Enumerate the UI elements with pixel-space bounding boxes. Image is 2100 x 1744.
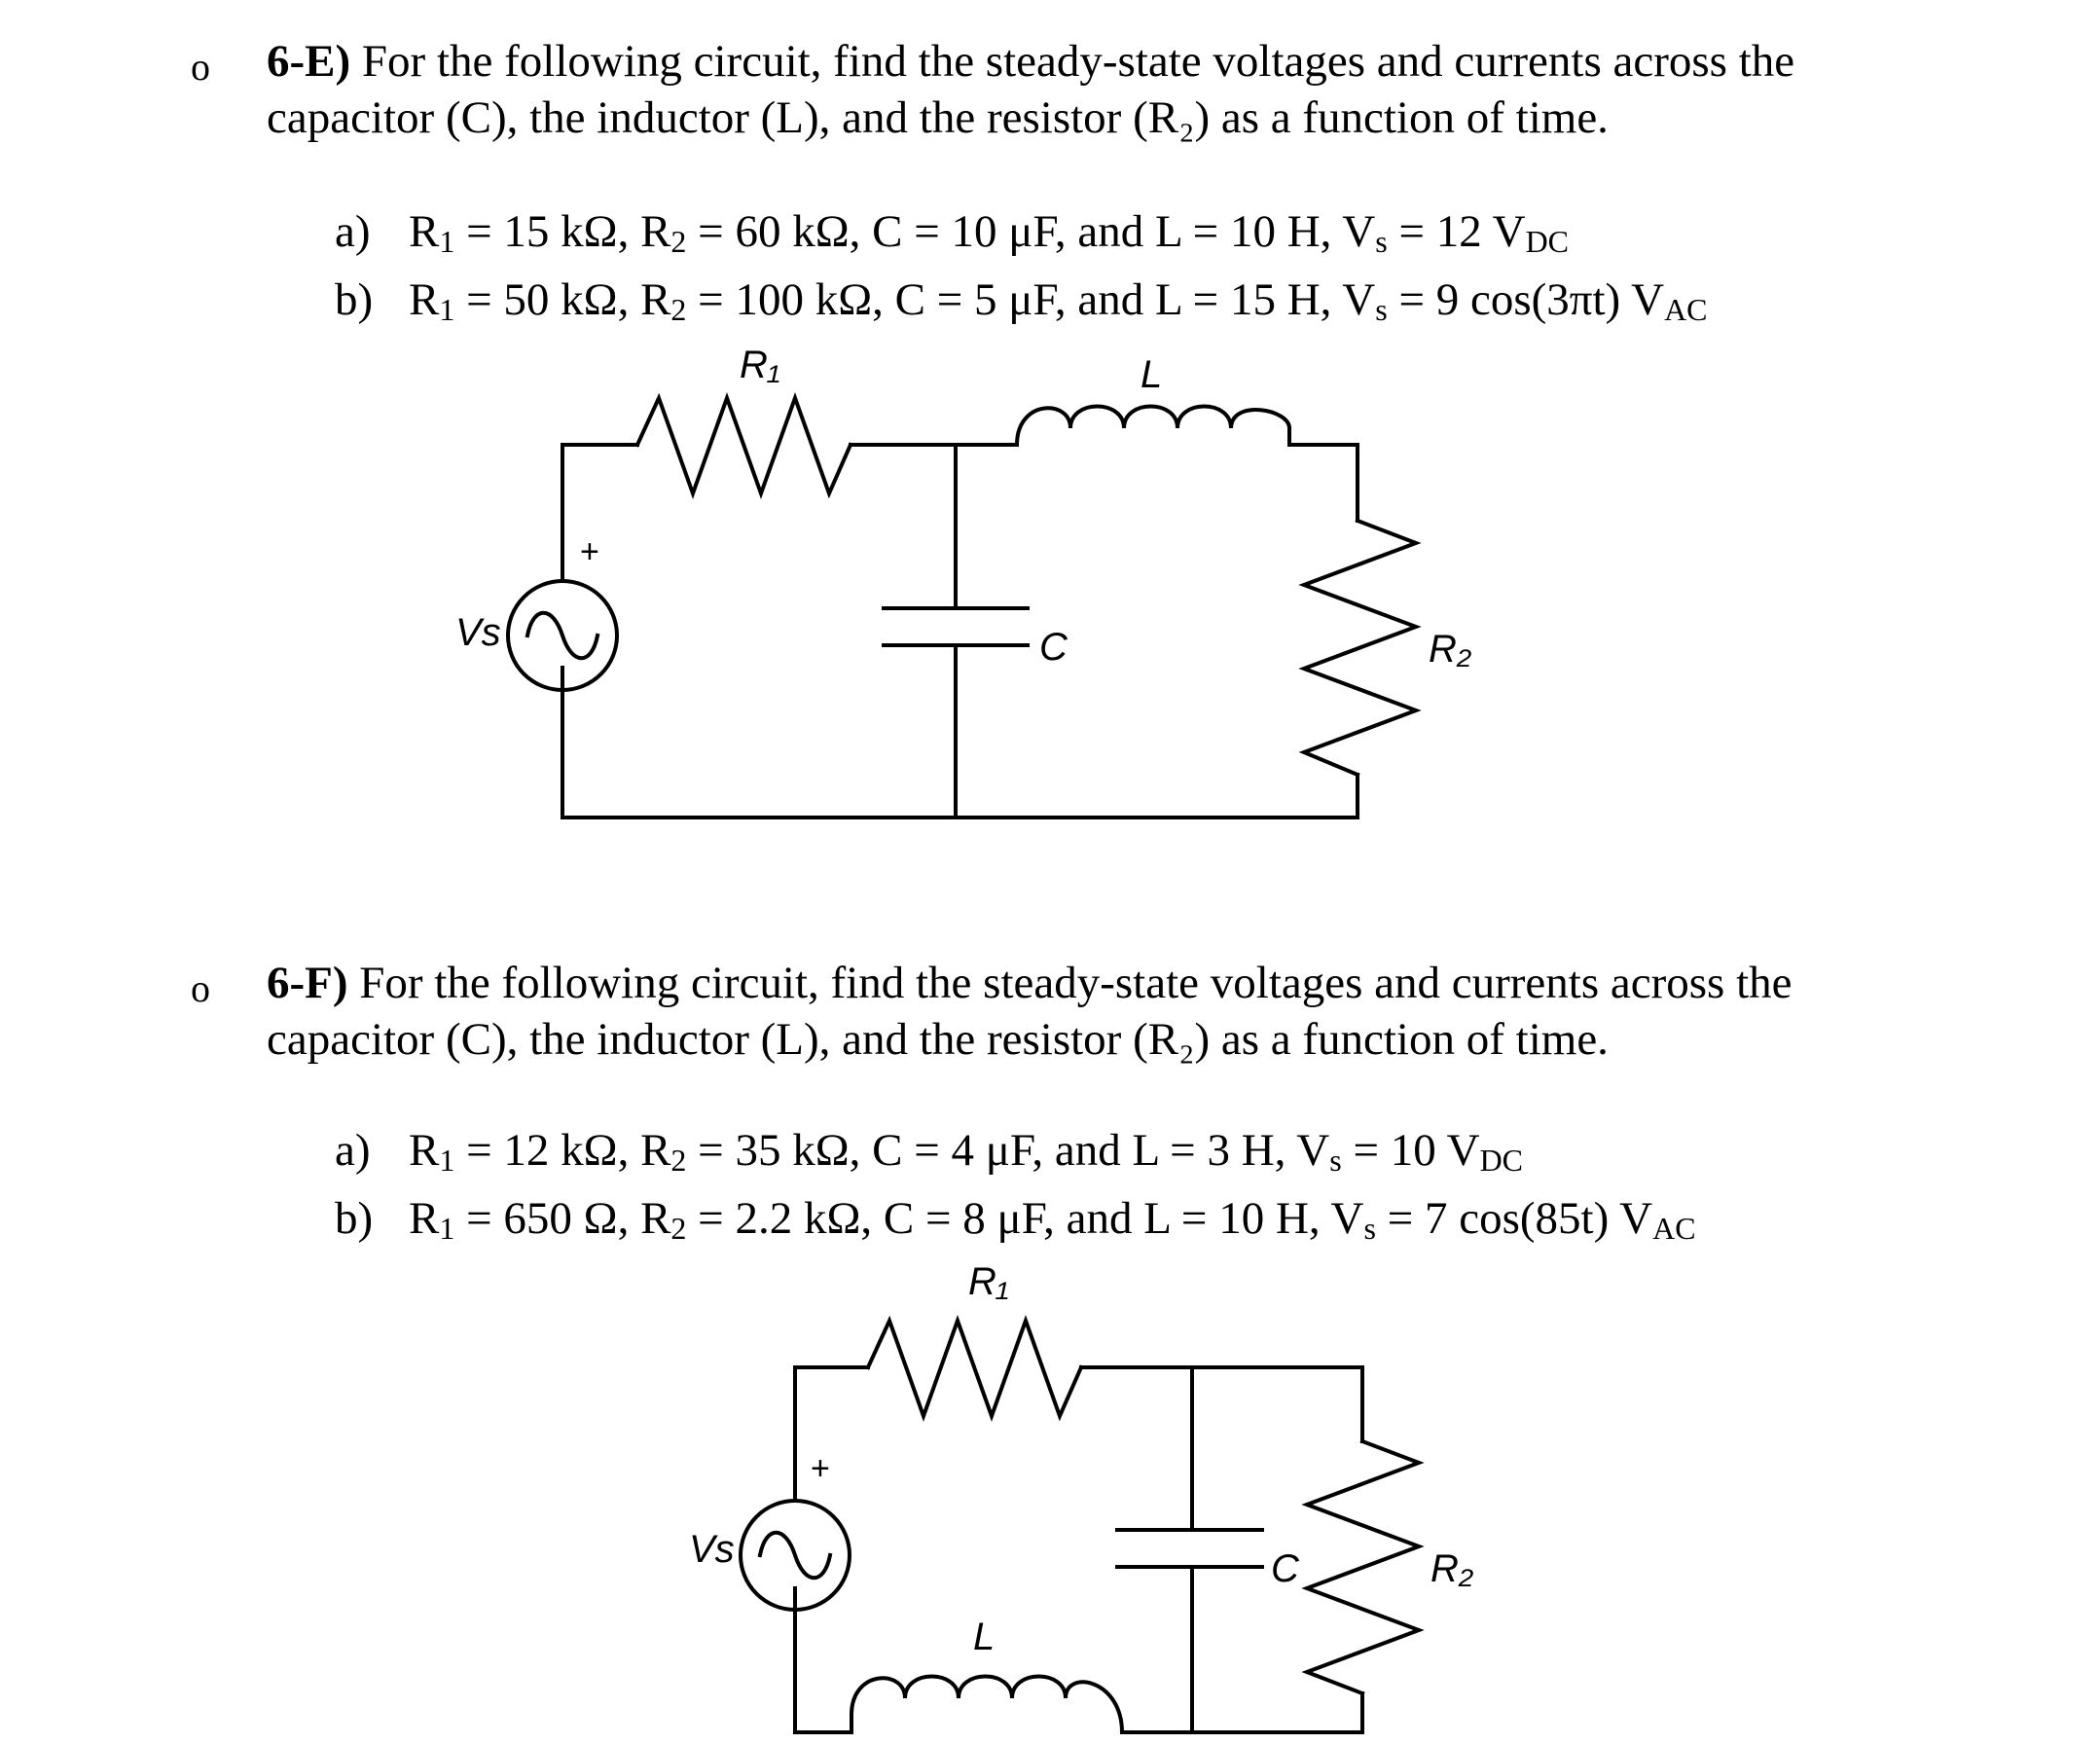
vs-value: 12 V <box>1435 206 1526 257</box>
param-row-6f-b: b) R1 = 650 Ω, R2 = 2.2 kΩ, C = 8 μF, and L = 10 H, Vs = 7 cos(85t) VAC <box>335 1193 1696 1246</box>
r1-value: 50 kΩ <box>503 274 618 325</box>
label-vs: Vs <box>455 611 501 654</box>
param-row-6f-a: a) R1 = 12 kΩ, R2 = 35 kΩ, C = 4 μF, and L = 3 H, Vs = 10 VDC <box>335 1125 1524 1178</box>
wire-right-bottom <box>1122 1693 1362 1732</box>
label-l: L <box>1141 353 1163 396</box>
r2-value: 35 kΩ <box>735 1125 850 1176</box>
bullet-6f: o <box>191 966 210 1010</box>
label-plus: + <box>811 1450 830 1487</box>
sine-wave-icon <box>760 1533 830 1579</box>
wire-top-left <box>795 1367 868 1421</box>
r1-value: 15 kΩ <box>503 206 618 257</box>
vs-value: 10 V <box>1390 1125 1480 1176</box>
c-value: 4 μF <box>951 1125 1032 1176</box>
label-vs: Vs <box>689 1528 735 1571</box>
resistor-r2 <box>1307 1441 1419 1693</box>
label-l: L <box>973 1616 996 1658</box>
r2-value: 2.2 kΩ <box>735 1193 861 1244</box>
question-id-6e: 6-E) <box>267 36 351 87</box>
wire-top-mid <box>1081 1367 1362 1441</box>
inductor-l <box>851 1677 1122 1733</box>
r2-value: 100 kΩ <box>735 274 873 325</box>
bullet-6e: o <box>191 45 210 89</box>
label-r1: R₁ <box>968 1260 1009 1303</box>
vs-value: 9 cos(3πt) V <box>1435 274 1665 325</box>
param-row-6e-b: b) R1 = 50 kΩ, R2 = 100 kΩ, C = 5 μF, and L = 15 H, Vs = 9 cos(3πt) VAC <box>335 274 1708 327</box>
label-c: C <box>1039 626 1068 669</box>
c-value: 8 μF <box>962 1193 1044 1244</box>
r2-value: 60 kΩ <box>735 206 850 257</box>
resistor-r1 <box>868 1321 1081 1416</box>
r1-value: 12 kΩ <box>503 1125 618 1176</box>
label-r2: R₂ <box>1429 628 1472 671</box>
question-id-6f: 6-F) <box>267 958 348 1008</box>
c-value: 10 μF <box>951 206 1055 257</box>
l-value: 10 H <box>1229 206 1321 257</box>
question-text-6e: For the following circuit, find the steady-state voltages and currents across the capacitor (C), the inductor (L), and the resistor (R₂) as a function of time. <box>267 36 1795 143</box>
c-value: 5 μF <box>974 274 1055 325</box>
l-value: 10 H <box>1218 1193 1309 1244</box>
label-c: C <box>1271 1547 1299 1590</box>
label-r1: R₁ <box>740 344 780 386</box>
r1-value: 650 Ω <box>503 1193 618 1244</box>
l-value: 3 H <box>1207 1125 1275 1176</box>
l-value: 15 H <box>1229 274 1321 325</box>
question-text-6f: For the following circuit, find the steady-state voltages and currents across the capacitor (C), the inductor (L), and the resistor (R₂) as a function of time. <box>267 958 1792 1065</box>
param-row-6e-a: a) R1 = 15 kΩ, R2 = 60 kΩ, C = 10 μF, and L = 10 H, Vs = 12 VDC <box>335 206 1570 259</box>
label-plus: + <box>580 533 599 570</box>
label-r2: R₂ <box>1430 1547 1474 1590</box>
vs-value: 7 cos(85t) V <box>1424 1193 1653 1244</box>
